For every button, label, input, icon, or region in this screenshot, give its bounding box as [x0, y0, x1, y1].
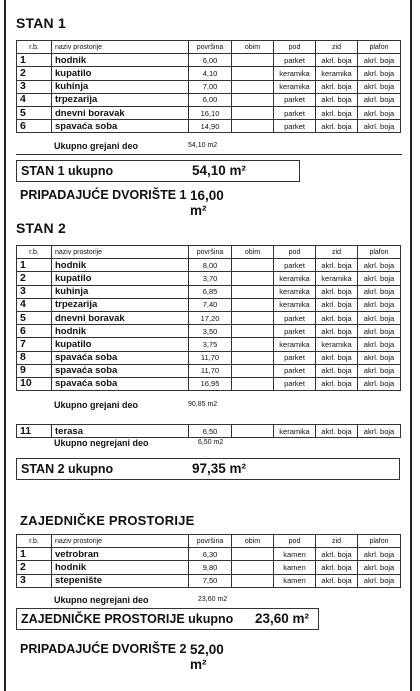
cell-povrsina: 6,00 [189, 93, 232, 106]
table-row [17, 561, 401, 574]
dvoriste1-label: PRIPADAJUĆE DVORIŠTE 1 [20, 188, 187, 202]
column-header: obim [232, 41, 274, 54]
cell-plafon: akrl. boja [358, 298, 401, 311]
stan1-table [16, 40, 401, 133]
cell-obim [232, 285, 274, 298]
cell-naziv: terasa [52, 425, 189, 438]
table-row [17, 377, 401, 390]
stan1-grejani-underline [16, 154, 402, 155]
cell-obim [232, 259, 274, 272]
stan2-negrejani-body [17, 425, 401, 438]
stan1-grejani-label: Ukupno grejani deo [54, 141, 139, 151]
cell-povrsina: 16,95 [189, 377, 232, 390]
table-row [17, 338, 401, 351]
cell-povrsina: 17,20 [189, 311, 232, 324]
cell-rb: 10 [17, 377, 52, 390]
dvoriste2-value: 52,00 m² [190, 642, 224, 672]
cell-obim [232, 351, 274, 364]
stan2-table [16, 245, 401, 391]
cell-rb: 7 [17, 338, 52, 351]
cell-plafon: akrl. boja [358, 54, 401, 67]
cell-rb: 5 [17, 311, 52, 324]
stan2-negrejani-row [16, 437, 400, 450]
cell-obim [232, 548, 274, 561]
left-border-line [4, 0, 6, 691]
dvoriste2-row [20, 642, 224, 672]
stan1-grejani-value: 54,10 m2 [188, 142, 218, 149]
cell-obim [232, 272, 274, 285]
table-row [17, 351, 401, 364]
cell-pod: kamen [274, 561, 316, 574]
stan2-total-box [16, 458, 400, 480]
cell-plafon: akrl. boja [358, 285, 401, 298]
cell-zid: keramika [316, 338, 358, 351]
cell-povrsina: 7,00 [189, 80, 232, 93]
cell-pod: parket [274, 120, 316, 133]
cell-obim [232, 574, 274, 587]
cell-pod: kamen [274, 548, 316, 561]
zajednicke-negrejani-value: 23,60 m2 [198, 596, 228, 603]
cell-zid: akrl. boja [316, 561, 358, 574]
cell-rb: 8 [17, 351, 52, 364]
table-row [17, 325, 401, 338]
table-row [17, 54, 401, 67]
column-header: pod [274, 41, 316, 54]
stan1-total-label: STAN 1 ukupno [21, 164, 114, 178]
stan1-title: STAN 1 [16, 15, 66, 31]
cell-zid: akrl. boja [316, 425, 358, 438]
stan1-total-value: 54,10 m² [192, 163, 247, 178]
cell-pod: keramika [274, 298, 316, 311]
zajednicke-total-value: 23,60 m² [255, 611, 310, 626]
cell-plafon: akrl. boja [358, 80, 401, 93]
cell-plafon: akrl. boja [358, 325, 401, 338]
cell-povrsina: 3,75 [189, 338, 232, 351]
cell-povrsina: 6,00 [189, 54, 232, 67]
cell-zid: akrl. boja [316, 120, 358, 133]
cell-obim [232, 325, 274, 338]
cell-naziv: kuhinja [52, 285, 189, 298]
cell-povrsina: 9,80 [189, 561, 232, 574]
zajednicke-negrejani-row [16, 594, 400, 607]
cell-obim [232, 364, 274, 377]
cell-obim [232, 561, 274, 574]
column-header: naziv prostorije [52, 246, 189, 259]
column-header: naziv prostorije [52, 41, 189, 54]
cell-plafon: akrl. boja [358, 425, 401, 438]
column-header: r.b. [17, 246, 52, 259]
cell-pod: parket [274, 377, 316, 390]
column-header: zid [316, 41, 358, 54]
cell-rb: 2 [17, 67, 52, 80]
table-row [17, 106, 401, 119]
cell-zid: akrl. boja [316, 548, 358, 561]
stan2-grejani-value: 90,85 m2 [188, 401, 218, 408]
table-row [17, 548, 401, 561]
dvoriste1-row [20, 188, 224, 218]
cell-zid: akrl. boja [316, 574, 358, 587]
table-row [17, 259, 401, 272]
cell-obim [232, 425, 274, 438]
cell-naziv: kupatilo [52, 338, 189, 351]
cell-pod: parket [274, 259, 316, 272]
column-header: obim [232, 535, 274, 548]
cell-rb: 2 [17, 272, 52, 285]
cell-obim [232, 377, 274, 390]
cell-povrsina: 8,00 [189, 259, 232, 272]
cell-obim [232, 338, 274, 351]
cell-plafon: akrl. boja [358, 311, 401, 324]
cell-zid: akrl. boja [316, 311, 358, 324]
table-row [17, 574, 401, 587]
cell-plafon: akrl. boja [358, 259, 401, 272]
stan2-total-label: STAN 2 ukupno [21, 462, 114, 476]
cell-rb: 3 [17, 285, 52, 298]
cell-obim [232, 67, 274, 80]
column-header: obim [232, 246, 274, 259]
cell-pod: parket [274, 54, 316, 67]
table-header-row [17, 535, 401, 548]
column-header: pod [274, 535, 316, 548]
cell-naziv: hodnik [52, 325, 189, 338]
cell-naziv: hodnik [52, 259, 189, 272]
cell-povrsina: 7,40 [189, 298, 232, 311]
cell-rb: 6 [17, 325, 52, 338]
cell-obim [232, 93, 274, 106]
cell-plafon: akrl. boja [358, 548, 401, 561]
cell-obim [232, 54, 274, 67]
cell-pod: parket [274, 106, 316, 119]
cell-plafon: akrl. boja [358, 272, 401, 285]
cell-zid: akrl. boja [316, 259, 358, 272]
stan2-negrejani-value: 6,50 m2 [198, 439, 224, 446]
cell-rb: 9 [17, 364, 52, 377]
zajednicke-table [16, 534, 401, 588]
zajednicke-total-label: ZAJEDNIČKE PROSTORIJE ukupno [21, 612, 234, 626]
cell-plafon: akrl. boja [358, 120, 401, 133]
cell-plafon: akrl. boja [358, 338, 401, 351]
cell-naziv: vetrobran [52, 548, 189, 561]
cell-naziv: trpezarija [52, 298, 189, 311]
zajednicke-title: ZAJEDNIČKE PROSTORIJE [20, 513, 195, 528]
cell-rb: 6 [17, 120, 52, 133]
table-row [17, 272, 401, 285]
cell-plafon: akrl. boja [358, 93, 401, 106]
cell-zid: akrl. boja [316, 106, 358, 119]
cell-pod: keramika [274, 338, 316, 351]
stan2-grejani-label: Ukupno grejani deo [54, 400, 139, 410]
cell-obim [232, 80, 274, 93]
column-header: pod [274, 246, 316, 259]
column-header: površina [189, 246, 232, 259]
cell-naziv: dnevni boravak [52, 106, 189, 119]
cell-povrsina: 16,10 [189, 106, 232, 119]
cell-naziv: spavaća soba [52, 364, 189, 377]
table-row [17, 298, 401, 311]
cell-obim [232, 311, 274, 324]
cell-naziv: spavaća soba [52, 377, 189, 390]
cell-povrsina: 3,50 [189, 325, 232, 338]
cell-plafon: akrl. boja [358, 377, 401, 390]
cell-pod: keramika [274, 272, 316, 285]
cell-naziv: kuhinja [52, 80, 189, 93]
column-header: zid [316, 246, 358, 259]
column-header: zid [316, 535, 358, 548]
cell-povrsina: 6,85 [189, 285, 232, 298]
column-header: plafon [358, 535, 401, 548]
cell-naziv: hodnik [52, 54, 189, 67]
cell-pod: kamen [274, 574, 316, 587]
cell-naziv: kupatilo [52, 272, 189, 285]
table-header-row [17, 246, 401, 259]
table-row [17, 120, 401, 133]
stan1-grejani-row [16, 140, 400, 153]
cell-rb: 4 [17, 93, 52, 106]
cell-naziv: spavaća soba [52, 351, 189, 364]
table-row [17, 364, 401, 377]
stan2-total-value: 97,35 m² [192, 461, 247, 476]
stan2-title: STAN 2 [16, 220, 66, 236]
cell-zid: akrl. boja [316, 285, 358, 298]
cell-zid: keramika [316, 67, 358, 80]
stan1-total-box [16, 160, 300, 182]
cell-povrsina: 6,50 [189, 425, 232, 438]
zajednicke-total-box [16, 608, 319, 630]
cell-povrsina: 14,90 [189, 120, 232, 133]
cell-pod: keramika [274, 80, 316, 93]
column-header: r.b. [17, 41, 52, 54]
zajednicke-table-body [17, 535, 401, 588]
table-row [17, 311, 401, 324]
cell-obim [232, 120, 274, 133]
cell-obim [232, 298, 274, 311]
table-row [17, 93, 401, 106]
stan2-negrejani-label: Ukupno negrejani deo [54, 438, 149, 448]
cell-plafon: akrl. boja [358, 574, 401, 587]
table-header-row [17, 41, 401, 54]
cell-rb: 4 [17, 298, 52, 311]
cell-pod: parket [274, 364, 316, 377]
stan2-grejani-row [16, 399, 400, 412]
cell-rb: 3 [17, 574, 52, 587]
cell-rb: 1 [17, 259, 52, 272]
cell-zid: akrl. boja [316, 298, 358, 311]
cell-naziv: stepenište [52, 574, 189, 587]
cell-pod: keramika [274, 285, 316, 298]
cell-obim [232, 106, 274, 119]
right-border-line [410, 0, 412, 691]
cell-rb: 11 [17, 425, 52, 438]
column-header: površina [189, 535, 232, 548]
cell-zid: akrl. boja [316, 364, 358, 377]
cell-pod: parket [274, 325, 316, 338]
zajednicke-negrejani-label: Ukupno negrejani deo [54, 595, 149, 605]
cell-zid: akrl. boja [316, 80, 358, 93]
cell-naziv: spavaća soba [52, 120, 189, 133]
cell-povrsina: 11,70 [189, 351, 232, 364]
table-row [17, 425, 401, 438]
cell-pod: parket [274, 351, 316, 364]
cell-rb: 1 [17, 548, 52, 561]
column-header: plafon [358, 41, 401, 54]
cell-povrsina: 11,70 [189, 364, 232, 377]
dvoriste2-label: PRIPADAJUĆE DVORIŠTE 2 [20, 642, 187, 656]
cell-plafon: akrl. boja [358, 351, 401, 364]
cell-plafon: akrl. boja [358, 106, 401, 119]
cell-povrsina: 7,50 [189, 574, 232, 587]
cell-pod: parket [274, 93, 316, 106]
table-row [17, 285, 401, 298]
cell-zid: akrl. boja [316, 351, 358, 364]
cell-zid: akrl. boja [316, 54, 358, 67]
cell-rb: 1 [17, 54, 52, 67]
cell-rb: 5 [17, 106, 52, 119]
cell-zid: akrl. boja [316, 93, 358, 106]
cell-naziv: trpezarija [52, 93, 189, 106]
column-header: površina [189, 41, 232, 54]
table-row [17, 80, 401, 93]
cell-pod: parket [274, 311, 316, 324]
cell-povrsina: 4,10 [189, 67, 232, 80]
stan1-table-body [17, 41, 401, 133]
column-header: plafon [358, 246, 401, 259]
cell-povrsina: 6,30 [189, 548, 232, 561]
cell-zid: keramika [316, 272, 358, 285]
stan2-table-body [17, 246, 401, 391]
cell-plafon: akrl. boja [358, 561, 401, 574]
cell-zid: akrl. boja [316, 325, 358, 338]
cell-pod: keramika [274, 67, 316, 80]
table-row [17, 67, 401, 80]
cell-naziv: dnevni boravak [52, 311, 189, 324]
cell-naziv: kupatilo [52, 67, 189, 80]
cell-plafon: akrl. boja [358, 67, 401, 80]
cell-pod: keramika [274, 425, 316, 438]
column-header: r.b. [17, 535, 52, 548]
cell-plafon: akrl. boja [358, 364, 401, 377]
cell-povrsina: 3,70 [189, 272, 232, 285]
cell-rb: 3 [17, 80, 52, 93]
cell-rb: 2 [17, 561, 52, 574]
column-header: naziv prostorije [52, 535, 189, 548]
dvoriste1-value: 16,00 m² [190, 188, 224, 218]
cell-naziv: hodnik [52, 561, 189, 574]
cell-zid: akrl. boja [316, 377, 358, 390]
